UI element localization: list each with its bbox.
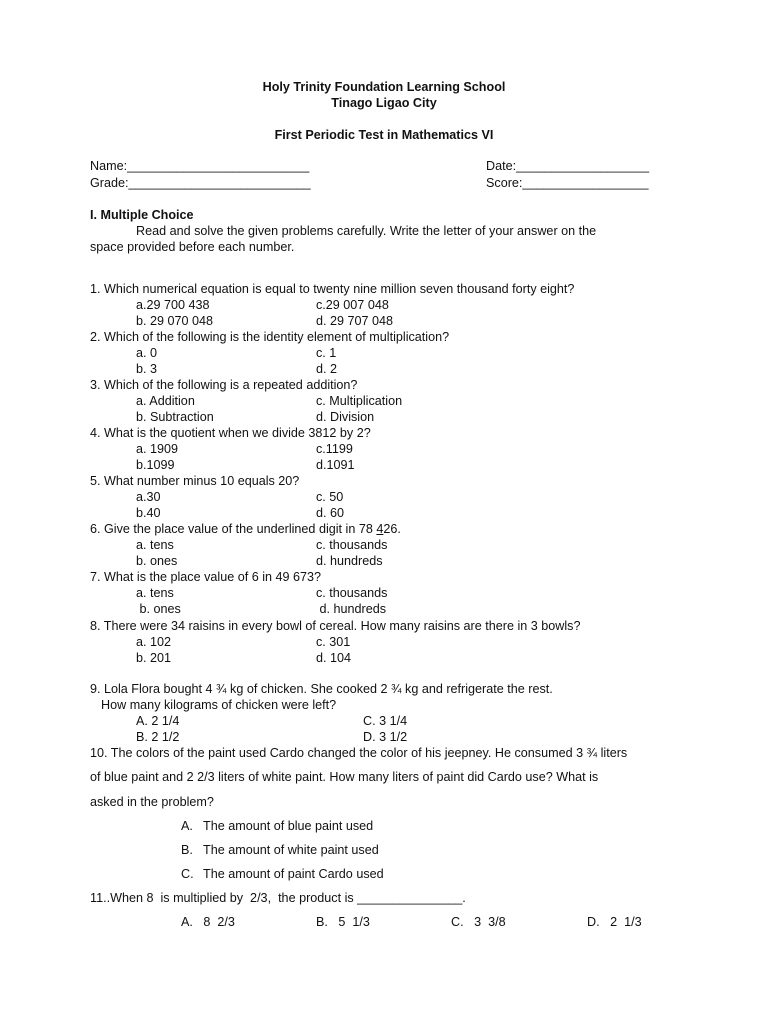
q9-choice-a: A. 2 1/4 [136, 714, 180, 728]
q9-choice-c: C. 3 1/4 [363, 714, 408, 728]
q3-choice-a: a. Addition [136, 394, 195, 408]
question-10-line1: 10. The colors of the paint used Cardo changed the color of his jeepney. He consumed 3 ¾ liters [90, 746, 628, 760]
q10-choice-c-letter: C. [181, 867, 194, 881]
q1-choice-a: a.29 700 438 [136, 298, 210, 312]
q11-choice-a: A. 8 2/3 [181, 915, 235, 929]
q6-choice-b: b. ones [136, 554, 178, 568]
school-city: Tinago Ligao City [331, 96, 437, 110]
instructions-line1: Read and solve the given problems carefully. Write the letter of your answer on the [136, 224, 597, 238]
grade-field: Grade:__________________________ [90, 176, 311, 190]
question-9-line1: 9. Lola Flora bought 4 ¾ kg of chicken. She cooked 2 ¾ kg and refrigerate the rest. [90, 682, 553, 696]
section-title: I. Multiple Choice [90, 208, 194, 222]
q8-choice-c: c. 301 [316, 635, 351, 649]
q7-choice-d: d. hundreds [316, 602, 387, 616]
q10-choice-b-letter: B. [181, 843, 193, 857]
q10-choice-c: The amount of paint Cardo used [203, 867, 384, 881]
q7-choice-c: c. thousands [316, 586, 388, 600]
q3-choice-d: d. Division [316, 410, 375, 424]
question-4: 4. What is the quotient when we divide 3812 by 2? [90, 426, 371, 440]
question-7: 7. What is the place value of 6 in 49 673? [90, 570, 322, 584]
q2-choice-b: b. 3 [136, 362, 158, 376]
q4-choice-b: b.1099 [136, 458, 175, 472]
q11-choice-b: B. 5 1/3 [316, 915, 370, 929]
q8-choice-b: b. 201 [136, 651, 172, 665]
q9-choice-b: B. 2 1/2 [136, 730, 180, 744]
question-3: 3. Which of the following is a repeated addition? [90, 378, 358, 392]
q6-underlined-digit: 4 [376, 522, 384, 536]
q2-choice-a: a. 0 [136, 346, 158, 360]
q8-choice-a: a. 102 [136, 635, 172, 649]
school-name: Holy Trinity Foundation Learning School [262, 80, 506, 94]
q4-choice-a: a. 1909 [136, 442, 179, 456]
q1-choice-c: c.29 007 048 [316, 298, 389, 312]
question-2: 2. Which of the following is the identity element of multiplication? [90, 330, 450, 344]
question-1: 1. Which numerical equation is equal to twenty nine million seven thousand forty eight? [90, 282, 575, 296]
question-8: 8. There were 34 raisins in every bowl of cereal. How many raisins are there in 3 bowls? [90, 619, 581, 633]
q6-choice-c: c. thousands [316, 538, 388, 552]
question-10-line3: asked in the problem? [90, 795, 214, 809]
score-field: Score:__________________ [486, 176, 649, 190]
q9-choice-d: D. 3 1/2 [363, 730, 408, 744]
q7-choice-b: b. ones [136, 602, 181, 616]
q1-choice-b: b. 29 070 048 [136, 314, 214, 328]
q6-choice-d: d. hundreds [316, 554, 383, 568]
q11-choice-c: C. 3 3/8 [451, 915, 506, 929]
q6-text-post: 26. [383, 522, 401, 536]
q5-choice-b: b.40 [136, 506, 161, 520]
q10-choice-a: The amount of blue paint used [203, 819, 374, 833]
q2-choice-c: c. 1 [316, 346, 337, 360]
q7-choice-a: a. tens [136, 586, 174, 600]
question-6 [90, 521, 401, 537]
date-field: Date:___________________ [486, 159, 650, 173]
q5-choice-d: d. 60 [316, 506, 345, 520]
q4-choice-c: c.1199 [316, 442, 353, 456]
q6-text-pre: 6. Give the place value of the underlined digit in 78 [90, 522, 377, 536]
q1-choice-d: d. 29 707 048 [316, 314, 394, 328]
q2-choice-d: d. 2 [316, 362, 338, 376]
name-field: Name:__________________________ [90, 159, 310, 173]
q6-choice-a: a. tens [136, 538, 174, 552]
question-5: 5. What number minus 10 equals 20? [90, 474, 300, 488]
instructions-line2: space provided before each number. [90, 240, 295, 254]
q11-choice-d: D. 2 1/3 [587, 915, 642, 929]
test-title: First Periodic Test in Mathematics VI [274, 128, 494, 142]
q5-choice-a: a.30 [136, 490, 161, 504]
question-10-line2: of blue paint and 2 2/3 liters of white paint. How many liters of paint did Cardo use? What is [90, 770, 599, 784]
question-11: 11..When 8 is multiplied by 2/3, the product is _______________. [90, 891, 466, 905]
q3-choice-b: b. Subtraction [136, 410, 214, 424]
q10-choice-b: The amount of white paint used [203, 843, 379, 857]
q10-choice-a-letter: A. [181, 819, 193, 833]
question-9-line2: How many kilograms of chicken were left? [101, 698, 337, 712]
q8-choice-d: d. 104 [316, 651, 352, 665]
q4-choice-d: d.1091 [316, 458, 355, 472]
q3-choice-c: c. Multiplication [316, 394, 403, 408]
q5-choice-c: c. 50 [316, 490, 344, 504]
